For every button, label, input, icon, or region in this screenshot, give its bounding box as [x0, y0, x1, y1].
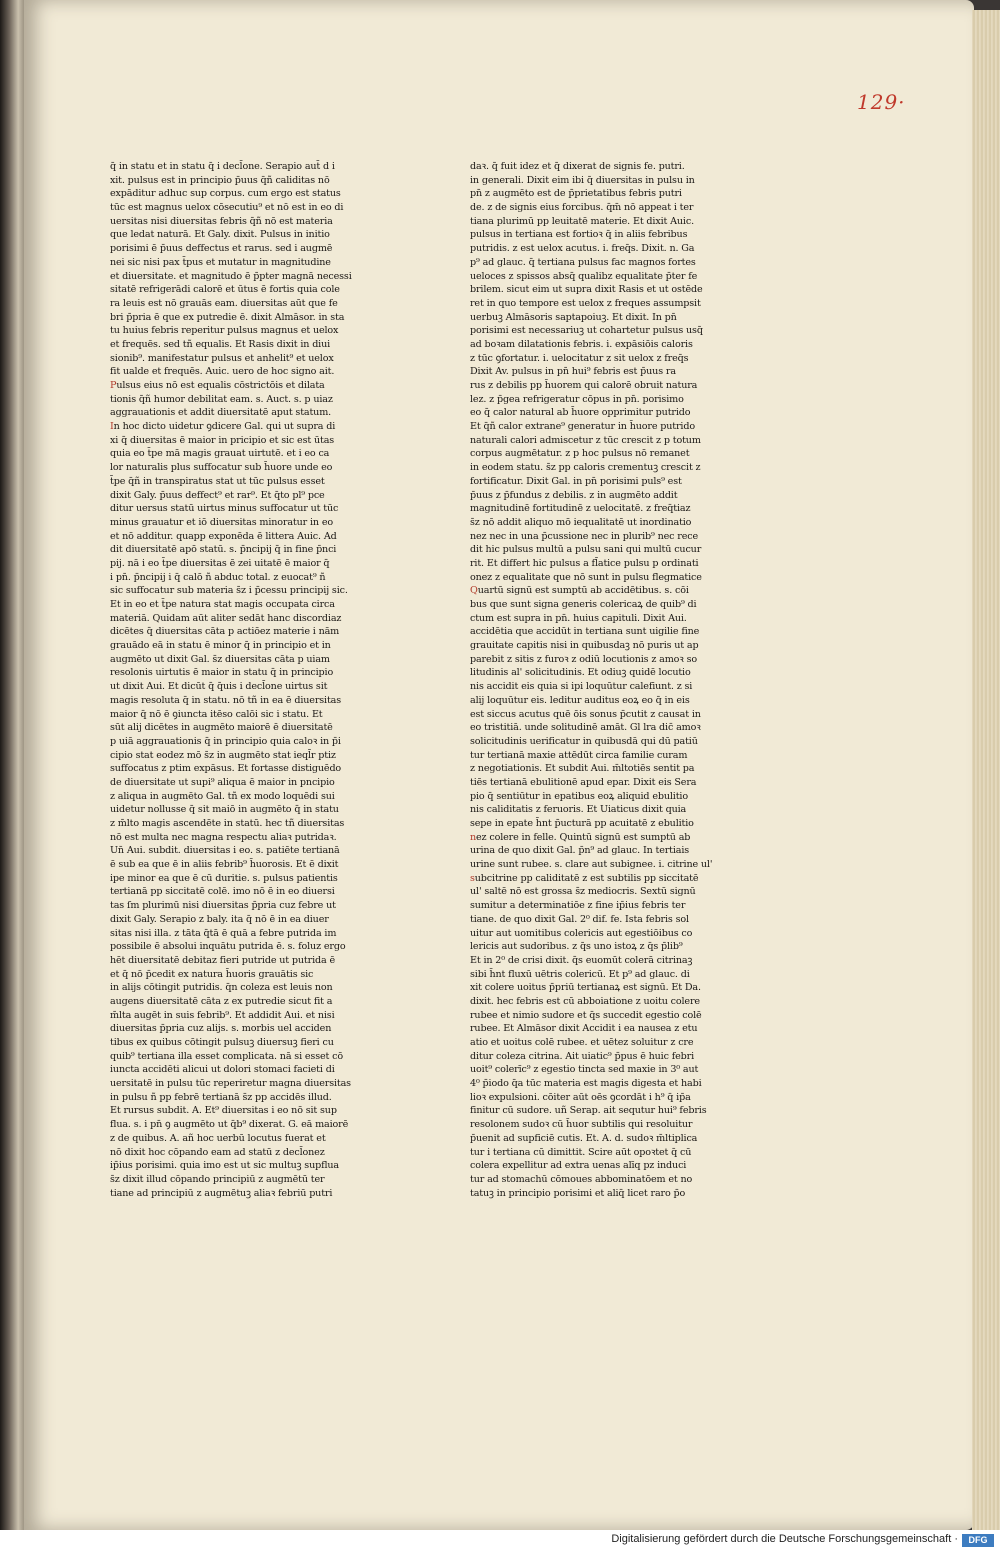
text-line: dit diuersitatē apō statū. s. p̄ncipij q̄ in fine p̄nci: [110, 544, 337, 556]
text-line: tibus ex quibus cōtingit pulsuꝫ diuersuꝫ fieri cu: [110, 1037, 334, 1048]
text-line: s̄z nō addit aliquo mō iequalitatē ut inordinatio: [470, 516, 692, 528]
text-line: xit. pulsus est in principio p̄uus q̄ñ caliditas nō: [110, 174, 330, 186]
text-line: uersitatē in pulsu tūc reperiretur magna diuersitas: [110, 1078, 351, 1090]
rubric-initial: P: [110, 380, 117, 391]
footer-bar: [0, 1530, 1000, 1551]
text-line: 4⁰ p̄iodo q̄a tūc materia est magis digesta et habi: [470, 1078, 702, 1090]
book-spine: [0, 0, 26, 1530]
text-line: de. z de signis eius forcibus. q̄m̄ nō appeat i ter: [470, 202, 694, 214]
text-line: rus z debilis pp h̄uorem qui calorē obruit natura: [470, 380, 698, 391]
text-line: lioꝛ expulsioni. cōiter aūt oēs ꝯcordāt i h⁹ q̄ ip̄a: [470, 1091, 691, 1103]
text-line: lericis aut sudoribus. z q̄s uno istoꝝ z q̄s p̄lib⁹: [470, 941, 683, 953]
text-line: tur tertianā maxie attēdūt circa familie curam: [470, 749, 688, 761]
text-line: bus que sunt signa generis colericaꝝ de quib⁹ di: [470, 599, 697, 610]
text-line: colera expellitur ad extra uenas alīq pz induci: [470, 1160, 687, 1172]
text-line: suffocatus z ptim expāsus. Et fortasse distiguēdo: [110, 763, 342, 775]
text-line: ipe minor ea que ē cū duritie. s. pulsus patientis: [110, 872, 338, 884]
text-line: Dixit Av. pulsus in pn̄ hui⁹ febris est p̄uus ra: [470, 366, 676, 378]
text-line: ditur coleza citrina. Ait uiatic⁹ p̄pus ē huic febri: [470, 1050, 694, 1062]
text-line: ut dixit Aui. Et dicūt q̄ q̄uis i decl̄one uirtus sit: [110, 681, 328, 693]
text-line: eo tristitiā. unde solitudinē amāt. Gl lra dic̄ amoꝛ: [470, 722, 701, 734]
text-line: accidētia que accidūt in tertiana sunt uigilie fine: [470, 626, 700, 638]
text-line: Pulsus eius nō est equalis cōstrictōis et dilata: [110, 380, 325, 391]
text-line: z de quibus. A. añ hoc uerbū locutus fuerat et: [110, 1132, 326, 1144]
text-line: tas ſm plurimū nisi diuersitas p̄pria cuz febre ut: [110, 900, 336, 912]
text-line: augens diuersitatē cāta z ex putredie sicut fit a: [110, 995, 333, 1007]
text-line: pio q̄ sentiūtur in epatibus eoꝝ aliquid ebulitio: [470, 790, 688, 802]
text-line: Et in eo et t̄pe natura stat magis occupata circa: [110, 599, 335, 610]
text-line: in alijs cōtingit putridis. q̄n coleza est leuis non: [110, 982, 333, 994]
text-line: pij. nā i eo t̄pe diuersitas ē zei uitatē ē maior q̄: [110, 557, 330, 569]
text-line: dixit Galy. Serapio z baly. ita q̄ nō ē in ea diuer: [110, 913, 329, 925]
funding-credit: Digitalisierung gefördert durch die Deutsche Forschungsgemeinschaft ·: [611, 1533, 958, 1545]
rubric-initial: s: [470, 872, 475, 884]
text-line: corpus augmētatur. z p hoc pulsus nō remanet: [470, 448, 690, 460]
text-line: tiane ad principiū z augmētuꝫ aliaꝛ febriū putri: [110, 1187, 333, 1199]
text-line: expāditur adhuc sup corpus. cum ergo est status: [110, 188, 341, 200]
text-line: finitur cū sudore. uñ Serap. ait sequtur hui⁹ febris: [470, 1105, 707, 1117]
text-line: naturali calori admiscetur z tūc crescit z p totum: [470, 434, 701, 446]
text-line: ditur uersus statū uirtus minus suffocatur ut tūc: [110, 503, 339, 515]
text-line: tiana plurimū pp leuitatē materie. Et dixit Auic.: [470, 215, 694, 227]
text-line: nez colere in felle. Quintū signū est sumptū ab: [470, 831, 691, 843]
text-line: tatuꝫ in principio porisimi et aliq̄ licet raro p̄o: [470, 1187, 686, 1199]
text-line: pn̄ z augmēto est de p̄prietatibus febris putri: [470, 188, 682, 200]
text-line: pulsus in tertiana est fortioꝛ q̄ in aliis febribus: [470, 229, 688, 241]
text-line: litudinis al' solicitudinis. Et odiuꝫ quidē locutio: [470, 667, 691, 679]
text-line: possibile ē absolui inquātu putrida ē. s. foluz ergo: [110, 941, 346, 953]
text-line: tur ad stomachū cōmoues abbominatōem et no: [470, 1173, 693, 1185]
text-line: lez. z p̄gea refrigeratur cōpus in pn̄. porisimo: [470, 393, 684, 405]
text-line: xi q̄ diuersitas ē maior in pricipio et sic est ūtas: [110, 434, 335, 446]
text-line: quib⁹ tertiana illa esset complicata. nā si esset cō: [110, 1050, 343, 1062]
text-line: rubee et nimio sudore et q̄s succedit egestio colē: [470, 1009, 702, 1021]
text-line: t̄pe q̄ñ in transpiratus stat ut tūc pulsus esset: [110, 475, 325, 487]
text-line: diuersitas p̄pria cuz alijs. s. morbis uel acciden: [110, 1023, 332, 1035]
text-line: ctum est supra in pn̄. huius capituli. Dixit Aui.: [470, 612, 687, 624]
text-line: uoit⁹ colerīc⁹ z egestio tincta sed maxie in 3⁰ aut: [470, 1064, 699, 1076]
text-line: z tūc ꝯfortatur. i. uelocitatur z sit uelox z freq̄s: [470, 352, 689, 364]
text-line: Un̄ Aui. subdit. diuersitas i eo. s. patiēte tertianā: [110, 845, 340, 857]
text-line: xit colere uoitus p̄priū tertianaꝝ est signū. Et Da.: [470, 982, 701, 994]
text-line: sumitur a determinatiōe z fine ip̄ius febris ter: [470, 900, 686, 912]
text-line: dixit. hec febris est cū abboiatione z uoitu colere: [470, 995, 700, 1007]
text-line: nis accidit eis quia si ipi loquūtur calefiunt. z si: [470, 681, 693, 693]
text-line: p uiā aggrauationis q̄ in principio quia caloꝛ in p̄i: [110, 735, 341, 747]
text-line: tiēs tertianā ebulitionē apud epar. Dixit eis Sera: [470, 776, 697, 788]
text-line: rubee. Et Almāsor dixit Accidit i ea nausea z etu: [470, 1023, 698, 1035]
text-line: p⁹ ad glauc. q̄ tertiana pulsus fac magnos fortes: [470, 256, 696, 268]
text-line: sitatē refrigerādi calorē et ūtus ē fortis quia cole: [110, 284, 340, 296]
text-line: cipio stat eodez mō s̄z in augmēto stat ieql̄r ptiz: [110, 749, 336, 761]
text-line: subcitrine pp caliditatē z est subtilis pp siccitatē: [470, 872, 699, 884]
text-line: uersitas nisi diuersitas febris q̄ñ nō est materia: [110, 215, 333, 227]
text-line: augmēto ut dixit Gal. s̄z diuersitas cāta p uiam: [110, 653, 330, 665]
text-line: uidetur nollusse q̄ sit maiō in augmēto q̄ in statu: [110, 804, 339, 816]
dfg-logo: DFG: [962, 1534, 994, 1547]
text-line: dit hic pulsus multū a pulsu sani qui multū cucur: [470, 544, 702, 556]
text-line: resolonem sudoꝛ cū h̄uor subtilis qui resoluitur: [470, 1119, 693, 1131]
text-line: magnitudinē fortitudinē z uelocitatē. z freq̄tiaz: [470, 503, 691, 515]
text-line: Et in 2⁰ de crisi dixit. q̄s euomūt colerā citrinaꝫ: [470, 954, 693, 966]
text-line: ul' saltē nō est grossa s̄z mediocris. Sextū signū: [470, 886, 696, 898]
text-line: magis resoluta q̄ in statu. nō tñ in ea ē diuersitas: [110, 694, 342, 706]
text-line: parebit z sitis z furoꝛ z odiū locutionis z amoꝛ so: [470, 653, 698, 665]
text-line: Quartū signū est sumptū ab accidētibus. s. cōi: [470, 585, 689, 597]
text-line: bri p̄pria ē que ex putredie ē. dixit Almāsor. in sta: [110, 311, 345, 323]
text-line: ra leuis est nō grauās eam. diuersitas aūt que fe: [110, 297, 338, 309]
text-line: fit ualde et frequēs. Auic. uero de hoc signo ait.: [110, 366, 335, 378]
text-line: tertianā pp siccitatē colē. imo nō ē in eo diuersi: [110, 886, 335, 898]
text-line: sitas nisi illa. z tāta q̄tā ē quā a febre putrida im: [110, 927, 337, 939]
text-line: ip̄ius porisimi. quia imo est ut sic multuꝫ supflua: [110, 1160, 340, 1172]
text-line: de diuersitate ut supi⁹ aliqua ē maior in pncipio: [110, 776, 335, 788]
text-line: grauādo eā in statu ē minor q̄ in principio et in: [110, 640, 331, 652]
text-line: tionis q̄ñ humor debilitat eam. s. Auct. s. p uiaz: [110, 393, 333, 405]
text-line: minus grauatur et iō diuersitas minoratur in eo: [110, 516, 333, 528]
text-line: et frequēs. sed tñ equalis. Et Rasis dixit in diui: [110, 338, 331, 350]
text-line: urine sunt rubee. s. clare aut subignee. i. citrine ul': [470, 859, 713, 871]
page-edges: [972, 10, 1000, 1530]
text-line: et nō additur. quapp exponēda ē littera Auic. Ad: [110, 530, 337, 542]
text-line: onez z equalitate que nō sunt in pulsu flegmatice: [470, 571, 702, 583]
text-line: atio et uoitus colē rubee. et uētez soluitur z cre: [470, 1037, 694, 1048]
text-line: est siccus acutus quē ōis sonus p̄cutit z causat in: [470, 708, 701, 720]
text-line: resolonis uirtutis ē maior in statu q̄ in principio: [110, 667, 334, 679]
text-line: tiane. de quo dixit Gal. 2⁰ dif. fe. Ista febris sol: [470, 913, 689, 925]
text-line: sionib⁹. manifestatur pulsus et anhelit⁹ et uelox: [110, 352, 334, 364]
text-line: daꝛ. q̄ fuit idez et q̄ dixerat de signis fe. putri.: [470, 161, 685, 172]
text-line: nei sic nisi pax t̄pus et mutatur in magnitudine: [110, 256, 331, 268]
text-line: p̄uus z p̄fundus z debilis. z in augmēto addit: [470, 489, 678, 501]
text-line: rit. Et differt hic pulsus a fl̄atice pulsu p ordinati: [470, 557, 699, 569]
text-line: alij loquūtur eis. leditur auditus eoꝝ eo q̄ in eis: [470, 694, 690, 706]
text-line: Et q̄ñ calor extrane⁹ generatur in h̄uore putrido: [470, 421, 695, 433]
text-line: z m̄lto magis ascendēte in statū. hec tñ diuersitas: [110, 818, 345, 829]
text-line: dicētes q̄ diuersitas cāta p actiōez materie i nām: [110, 626, 340, 638]
text-line: q̄ in statu et in statu q̄ i decl̄one. Serapio aut̄ d i: [110, 161, 335, 172]
text-column-left: [110, 160, 372, 1200]
text-line: z aliqua in augmēto Gal. tñ ex modo loquēdi sui: [110, 790, 335, 802]
text-line: z negotiationis. Et subdit Aui. m̄ltotiēs sentit pa: [470, 763, 695, 775]
text-line: sibi h̄nt fluxū uētris colericū. Et p⁹ ad glauc. di: [470, 968, 690, 980]
text-line: tu huius febris reperitur pulsus magnus et uelox: [110, 325, 339, 337]
text-line: sepe in epate h̄nt p̄ucturā pp acuitatē z ebulitio: [470, 818, 694, 829]
text-line: quia eo t̄pe mā magis grauat uirtutē. et i eo ca: [110, 448, 330, 460]
text-line: putridis. z est uelox acutus. i. freq̄s. Dixit. n. Ga: [470, 243, 695, 255]
text-line: nō est multa nec magna respectu aliaꝛ putridaꝛ.: [110, 831, 337, 843]
text-line: uitur aut uomitibus colericis aut egestiōibus co: [470, 927, 693, 939]
text-line: p̄uenit ad supficiē cutis. Et. A. d. sudoꝛ m̄ltiplica: [470, 1132, 698, 1144]
rubric-initial: I: [110, 421, 114, 433]
text-line: lor naturalis plus suffocatur sub h̄uore unde eo: [110, 462, 333, 474]
text-line: dixit Galy. p̄uus deffect⁹ et rar⁹. Et q̄to pl⁹ pce: [110, 489, 325, 501]
text-line: que ledat naturā. Et Galy. dixit. Pulsus in initio: [110, 229, 330, 241]
text-line: hēt diuersitatē debitaz fieri putride ut putrida ē: [110, 954, 335, 966]
text-line: sūt alij dicētes in augmēto maiorē ē diuersitatē: [110, 722, 333, 734]
text-line: flua. s. i pn̄ ꝯ augmēto ut q̄b⁹ dixerat. G. eā maiorē: [110, 1119, 349, 1131]
text-line: s̄z dixit illud cōpando principiū z augmētū ter: [110, 1173, 325, 1185]
text-line: Et rursus subdit. A. Et⁹ diuersitas i eo nō sit sup: [110, 1105, 337, 1117]
rubric-initial: Q: [470, 585, 478, 597]
text-line: in generali. Dixit eim ibi q̄ diuersitas in pulsu in: [470, 174, 695, 186]
text-line: m̄lta augēt in suis febrib⁹. Et addidit Aui. et nisi: [110, 1009, 335, 1021]
text-line: sic suffocatur sub materia s̄z i p̄cessu principij sic.: [110, 585, 348, 597]
text-line: tūc est magnus uelox cōsecutiu⁹ et nō est in eo di: [110, 202, 344, 214]
text-line: uerbuꝫ Almāsoris saptapoiuꝫ. Et dixit. In pn̄: [470, 311, 677, 323]
text-line: ē sub ea que ē in aliis febrib⁹ h̄uorosis. Et ē dixit: [110, 859, 339, 871]
text-line: brilem. sicut eim ut supra dixit Rasis et ut ostēde: [470, 284, 703, 296]
text-line: et q̄ nō p̄cedit ex natura h̄uoris grauātis sic: [110, 968, 314, 980]
text-line: ret in quo tempore est uelox z freques assumpsit: [470, 297, 701, 309]
text-line: maior q̄ nō ē ꝯiuncta itēso calōi sic i statu. Et: [110, 708, 323, 720]
rubric-initial: n: [470, 831, 477, 843]
text-line: iuncta accidēti alicui ut dolori stomaci facieti di: [110, 1064, 335, 1076]
text-line: nō dixit hoc cōpando eam ad statū z decl̄onez: [110, 1146, 325, 1158]
text-line: nis caliditatis z feruoris. Et Uiaticus dixit quia: [470, 804, 687, 816]
text-line: tur i tertiana cū dimittit. Scire aūt opoꝛtet q̄ cū: [470, 1146, 692, 1158]
folio-number: 129·: [857, 90, 906, 114]
text-line: nez nec in una p̄cussione nec in plurib⁹ nec rece: [470, 530, 699, 542]
text-line: in pulsu ñ pp febrē tertianā s̄z pp accidēs illud.: [110, 1091, 332, 1103]
text-line: fortificatur. Dixit Gal. in pn̄ porisimi puls⁹ est: [470, 475, 682, 487]
text-line: porisimi est necessariuꝫ ut cohartetur pulsus usq̄: [470, 325, 703, 337]
text-line: grauitate capitis nisi in quibusdaꝫ nō puris ut ap: [470, 640, 699, 652]
text-line: porisimi ē p̄uus deffectus et rarus. sed i augmē: [110, 243, 333, 255]
text-line: et diuersitate. et magnitudo ē p̄pter magnā necessi: [110, 270, 352, 282]
text-line: in eodem statu. s̄z pp caloris crementuꝫ crescit z: [470, 462, 701, 474]
text-line: ueloces z spissos absq̄ qualibz equalitate p̄ter fe: [470, 270, 698, 282]
text-line: eo q̄ calor natural ab h̄uore opprimitur putrido: [470, 407, 691, 419]
text-line: ad boꝛam dilatationis febris. i. expāsiōis caloris: [470, 338, 693, 350]
text-line: solicitudinis uerificatur in quibusdā qui dū patiū: [470, 735, 698, 747]
text-line: aggrauationis et addit diuersitatē aput statum.: [110, 407, 332, 419]
text-line: materiā. Quidam aūt aliter sedāt hanc discordiaz: [110, 612, 342, 624]
text-line: In hoc dicto uidetur ꝯdicere Gal. qui ut supra di: [110, 421, 336, 433]
text-column-right: [470, 160, 732, 1200]
text-line: i pn̄. p̄ncipij i q̄ calō ñ abduc total. z euocat⁹ ñ: [110, 571, 326, 583]
text-line: urina de quo dixit Gal. p̄n⁹ ad glauc. In tertiais: [470, 845, 690, 857]
